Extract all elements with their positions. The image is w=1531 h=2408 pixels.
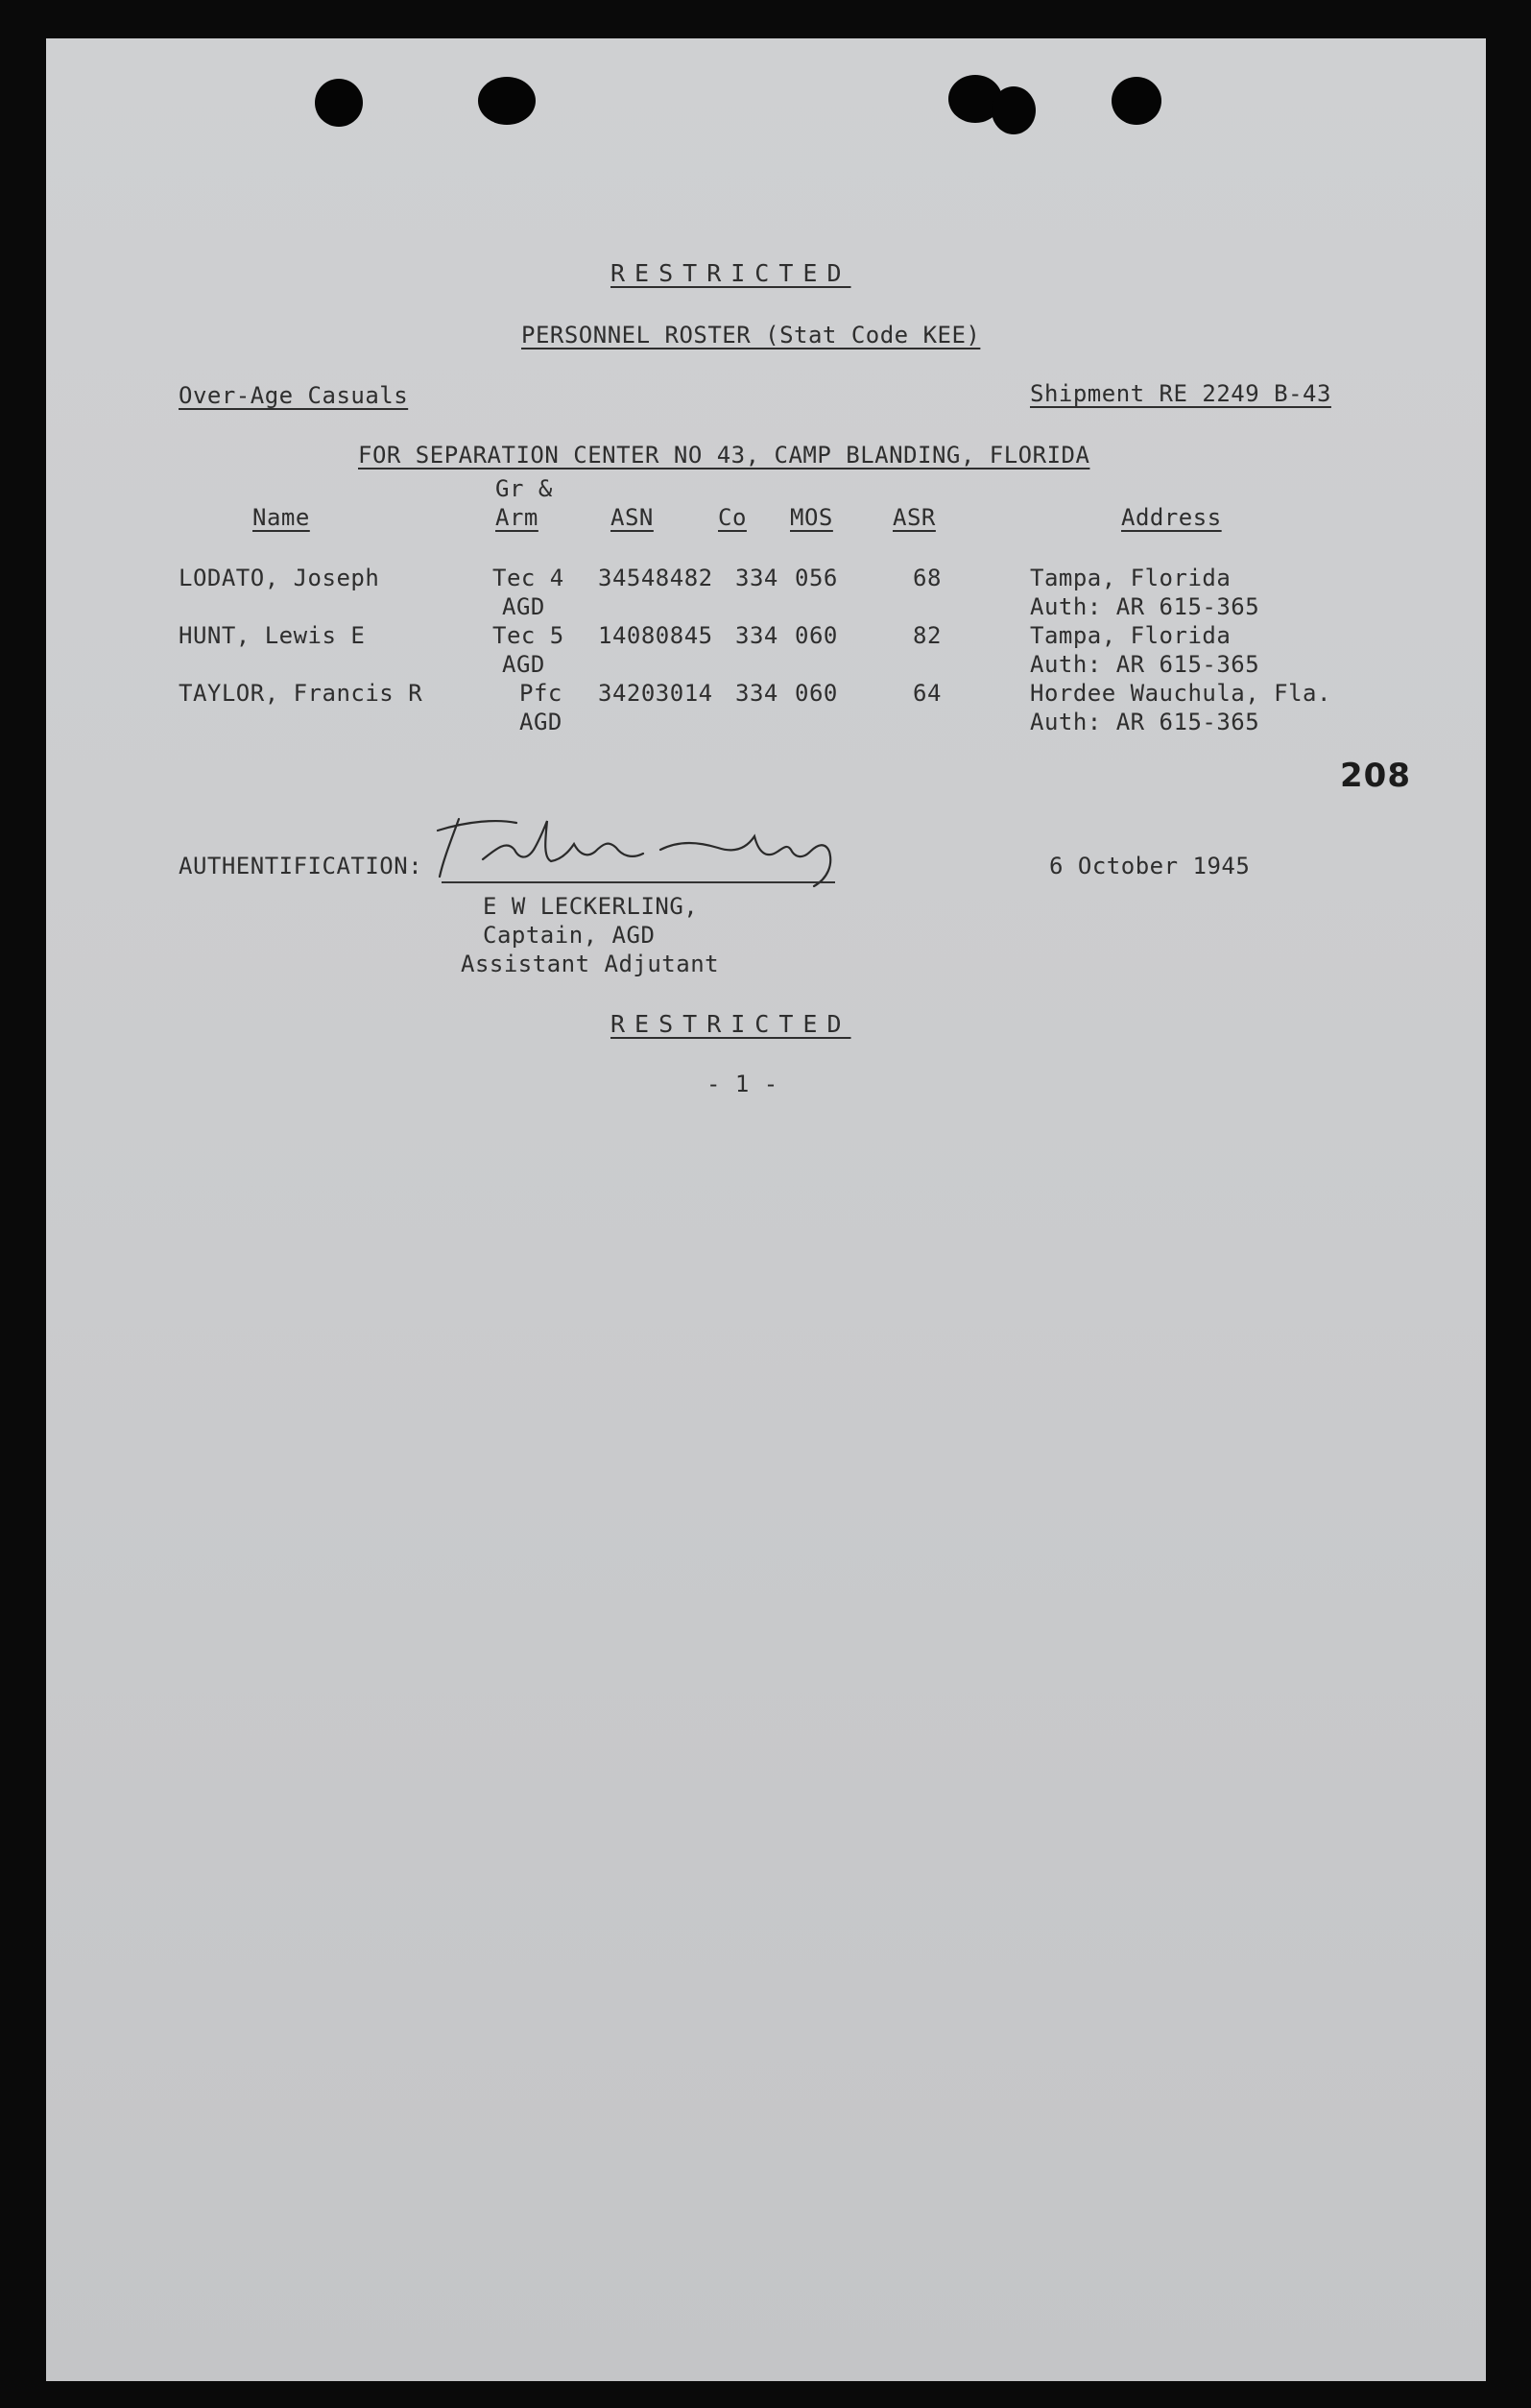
punch-hole <box>315 79 363 127</box>
column-header-asr: ASR <box>893 504 936 531</box>
row-arm: AGD <box>502 651 545 678</box>
row-grade: Pfc <box>519 680 562 707</box>
authentication-label: AUTHENTIFICATION: <box>179 853 423 879</box>
row-authority: Auth: AR 615-365 <box>1030 593 1260 620</box>
restricted-heading-bottom: RESTRICTED <box>610 1010 851 1038</box>
signature <box>430 802 872 888</box>
row-authority: Auth: AR 615-365 <box>1030 709 1260 735</box>
page-number: - 1 - <box>706 1071 778 1097</box>
destination-line: FOR SEPARATION CENTER NO 43, CAMP BLANDING, FLORIDA <box>358 442 1090 469</box>
row-co: 334 <box>735 622 778 649</box>
column-header-asn: ASN <box>610 504 654 531</box>
row-mos: 060 <box>795 680 838 707</box>
row-asn: 34203014 <box>598 680 713 707</box>
group-label: Over-Age Casuals <box>179 382 409 409</box>
row-arm: AGD <box>502 593 545 620</box>
row-asr: 82 <box>913 622 942 649</box>
row-address: Hordee Wauchula, Fla. <box>1030 680 1331 707</box>
column-header-name: Name <box>252 504 310 531</box>
row-co: 334 <box>735 680 778 707</box>
document-page <box>46 38 1486 2381</box>
restricted-heading-top: RESTRICTED <box>610 259 851 287</box>
row-name: TAYLOR, Francis R <box>179 680 423 707</box>
signature-line <box>442 881 835 883</box>
punch-hole <box>478 77 536 125</box>
row-asn: 34548482 <box>598 565 713 591</box>
document-date: 6 October 1945 <box>1049 853 1251 879</box>
punch-hole <box>1112 77 1161 125</box>
row-grade: Tec 4 <box>492 565 564 591</box>
row-authority: Auth: AR 615-365 <box>1030 651 1260 678</box>
row-arm: AGD <box>519 709 562 735</box>
column-header-gr-line2: Arm <box>495 504 538 531</box>
signer-name: E W LECKERLING, <box>483 893 699 920</box>
stamped-page-number: 208 <box>1340 757 1411 795</box>
signer-title: Assistant Adjutant <box>461 951 720 977</box>
row-address: Tampa, Florida <box>1030 622 1232 649</box>
punch-hole <box>992 86 1036 134</box>
row-mos: 056 <box>795 565 838 591</box>
column-header-co: Co <box>718 504 747 531</box>
column-header-gr-line1: Gr & <box>495 475 553 502</box>
signer-rank: Captain, AGD <box>483 922 656 949</box>
column-header-mos: MOS <box>790 504 833 531</box>
row-grade: Tec 5 <box>492 622 564 649</box>
column-header-address: Address <box>1121 504 1222 531</box>
row-address: Tampa, Florida <box>1030 565 1232 591</box>
row-asr: 68 <box>913 565 942 591</box>
shipment-label: Shipment RE 2249 B-43 <box>1030 380 1331 407</box>
row-asr: 64 <box>913 680 942 707</box>
row-co: 334 <box>735 565 778 591</box>
row-mos: 060 <box>795 622 838 649</box>
roster-title: PERSONNEL ROSTER (Stat Code KEE) <box>521 322 981 349</box>
row-name: HUNT, Lewis E <box>179 622 366 649</box>
row-asn: 14080845 <box>598 622 713 649</box>
row-name: LODATO, Joseph <box>179 565 380 591</box>
